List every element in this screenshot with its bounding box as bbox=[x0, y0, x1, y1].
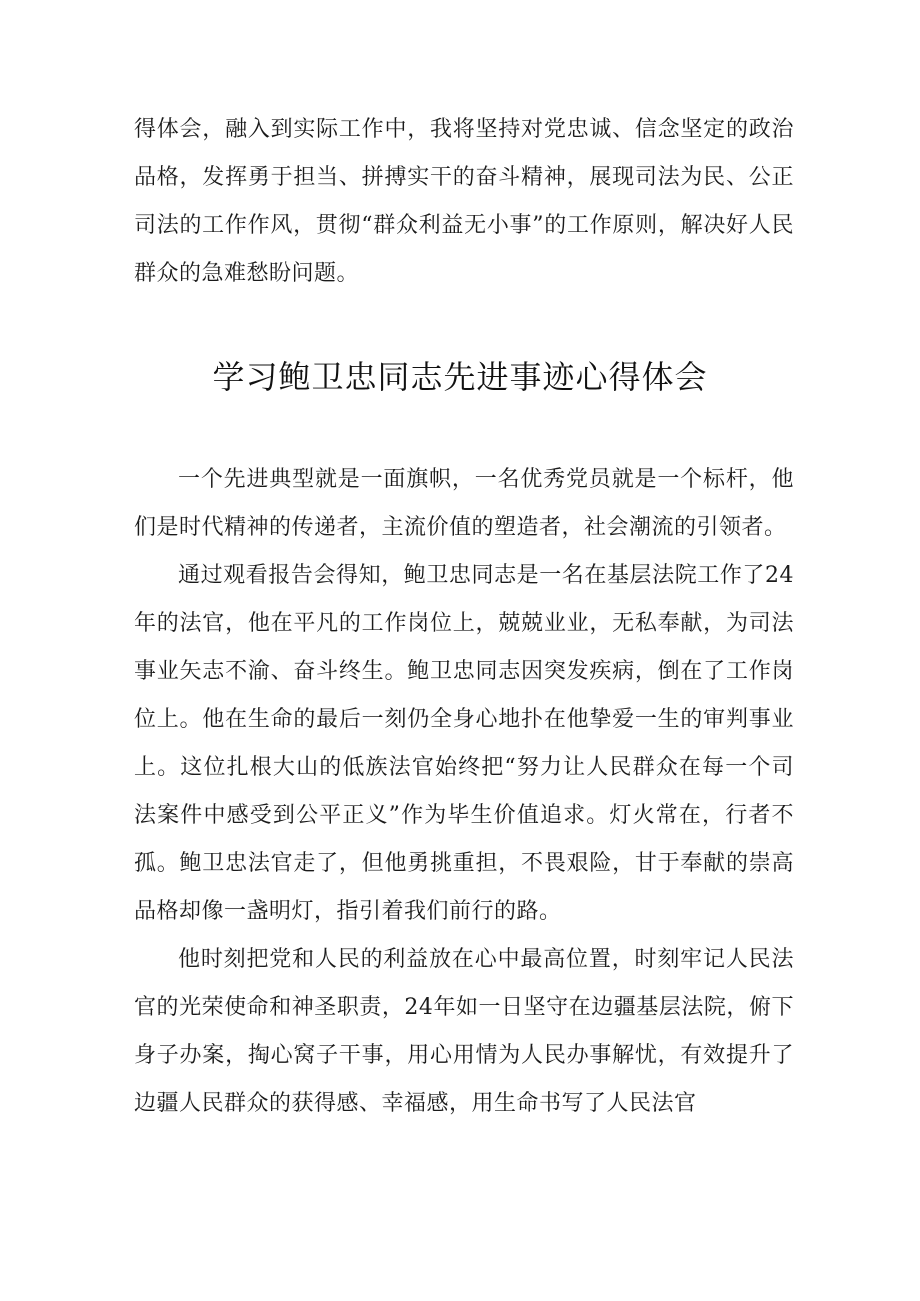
article-body bbox=[134, 456, 794, 1128]
continued-paragraph: 得体会，融入到实际工作中，我将坚持对党忠诚、信念坚定的政治品格，发挥勇于担当、拼搏实干的奋斗精神，展现司法为民、公正司法的工作作风，贯彻“群众利益无小事”的工作原则，解决好人民群众的急难愁盼问题。 bbox=[134, 117, 794, 286]
continued-paragraph-block bbox=[134, 106, 794, 298]
body-paragraph-3: 他时刻把党和人民的利益放在心中最高位置，时刻牢记人民法官的光荣使命和神圣职责，24年如一日坚守在边疆基层法院，俯下身子办案，掏心窝子干事，用心用情为人民办事解忧，有效提升了边疆人民群众的获得感、幸福感，用生命书写了人民法官 bbox=[134, 947, 794, 1116]
body-paragraph-2: 通过观看报告会得知，鲍卫忠同志是一名在基层法院工作了24年的法官，他在平凡的工作岗位上，兢兢业业，无私奉献，为司法事业矢志不渝、奋斗终生。鲍卫忠同志因突发疾病，倒在了工作岗位上。他在生命的最后一刻仍全身心地扑在他挚爱一生的审判事业上。这位扎根大山的低族法官始终把“努力让人民群众在每一个司法案件中感受到公平正义”作为毕生价值追求。灯火常在，行者不孤。鲍卫忠法官走了，但他勇挑重担，不畏艰险，甘于奉献的崇高品格却像一盏明灯，指引着我们前行的路。 bbox=[134, 563, 794, 924]
page-title: 学习鲍卫忠同志先进事迹心得体会 bbox=[212, 358, 708, 396]
body-paragraph-1: 一个先进典型就是一面旗帜，一名优秀党员就是一个标杆，他们是时代精神的传递者，主流价值的塑造者，社会潮流的引领者。 bbox=[134, 467, 794, 540]
